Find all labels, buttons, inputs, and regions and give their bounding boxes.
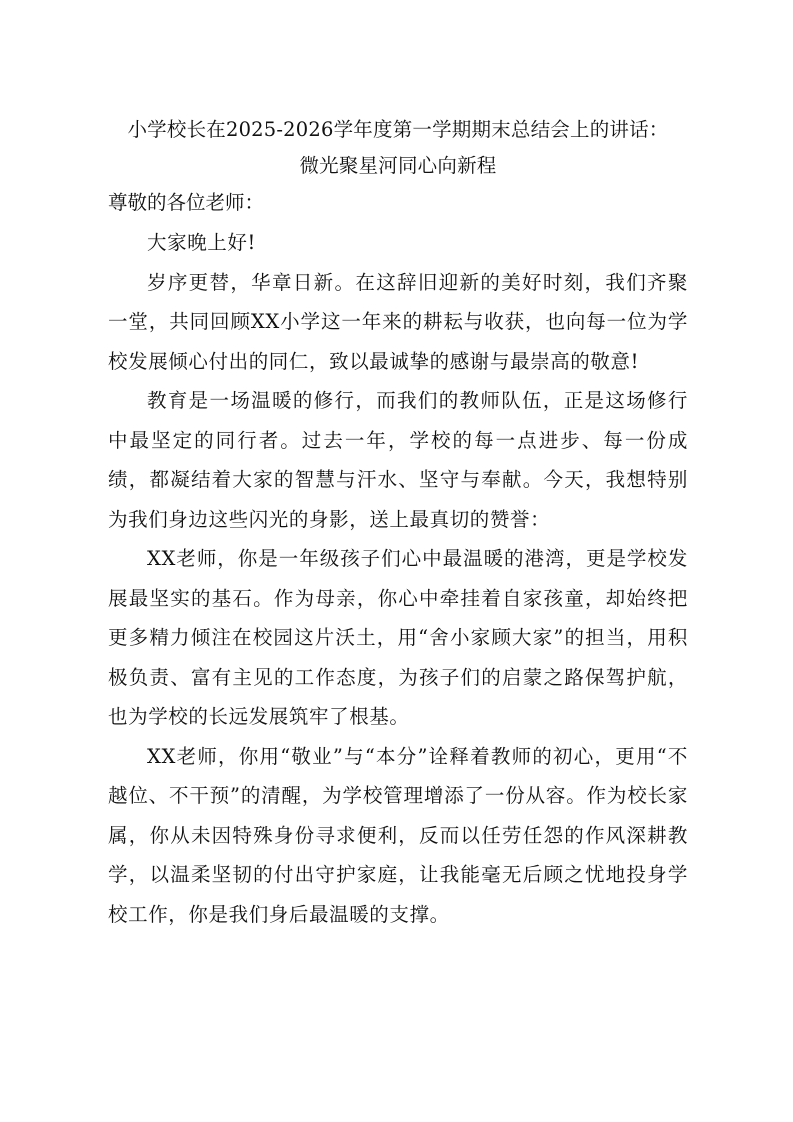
document-page [108, 112, 688, 934]
paragraph: XX老师，你用“敬业”与“本分”诠释着教师的初心，更用“不越位、不干预”的清醒，为学校管理增添了一份从容。作为校长家属，你从未因特殊身份寻求便利，反而以任劳任怨的作风深耕教学，以温柔坚韧的付出守护家庭，让我能毫无后顾之忧地投身学校工作，你是我们身后最温暖的支撑。 [108, 744, 688, 926]
title-line-2: 微光聚星河同心向新程 [299, 154, 497, 177]
paragraph: XX老师，你是一年级孩子们心中最温暖的港湾，更是学校发展最坚实的基石。作为母亲，你心中牵挂着自家孩童，却始终把更多精力倾注在校园这片沃土，用“舍小家顾大家”的担当，用积极负责、富有主见的工作态度，为孩子们的启蒙之路保驾护航，也为学校的长远发展筑牢了根基。 [108, 547, 688, 728]
paragraph: 教育是一场温暖的修行，而我们的教师队伍，正是这场修行中最坚定的同行者。过去一年，学校的每一点进步、每一份成绩，都凝结着大家的智慧与汗水、坚守与奉献。今天，我想特别为我们身边这些闪光的身影，送上最真切的赞誉： [108, 389, 688, 531]
salutation: 尊敬的各位老师： [108, 191, 265, 214]
greeting: 大家晚上好! [147, 231, 256, 254]
document-title [108, 112, 688, 184]
paragraph: 岁序更替，华章日新。在这辞旧迎新的美好时刻，我们齐聚一堂，共同回顾XX小学这一年来的耕耘与收获，也向每一位为学校发展倾心付出的同仁，致以最诚挚的感谢与最崇高的敬意! [108, 270, 688, 373]
title-line-1: 小学校长在2025-2026学年度第一学期期末总结会上的讲话： [127, 118, 669, 141]
